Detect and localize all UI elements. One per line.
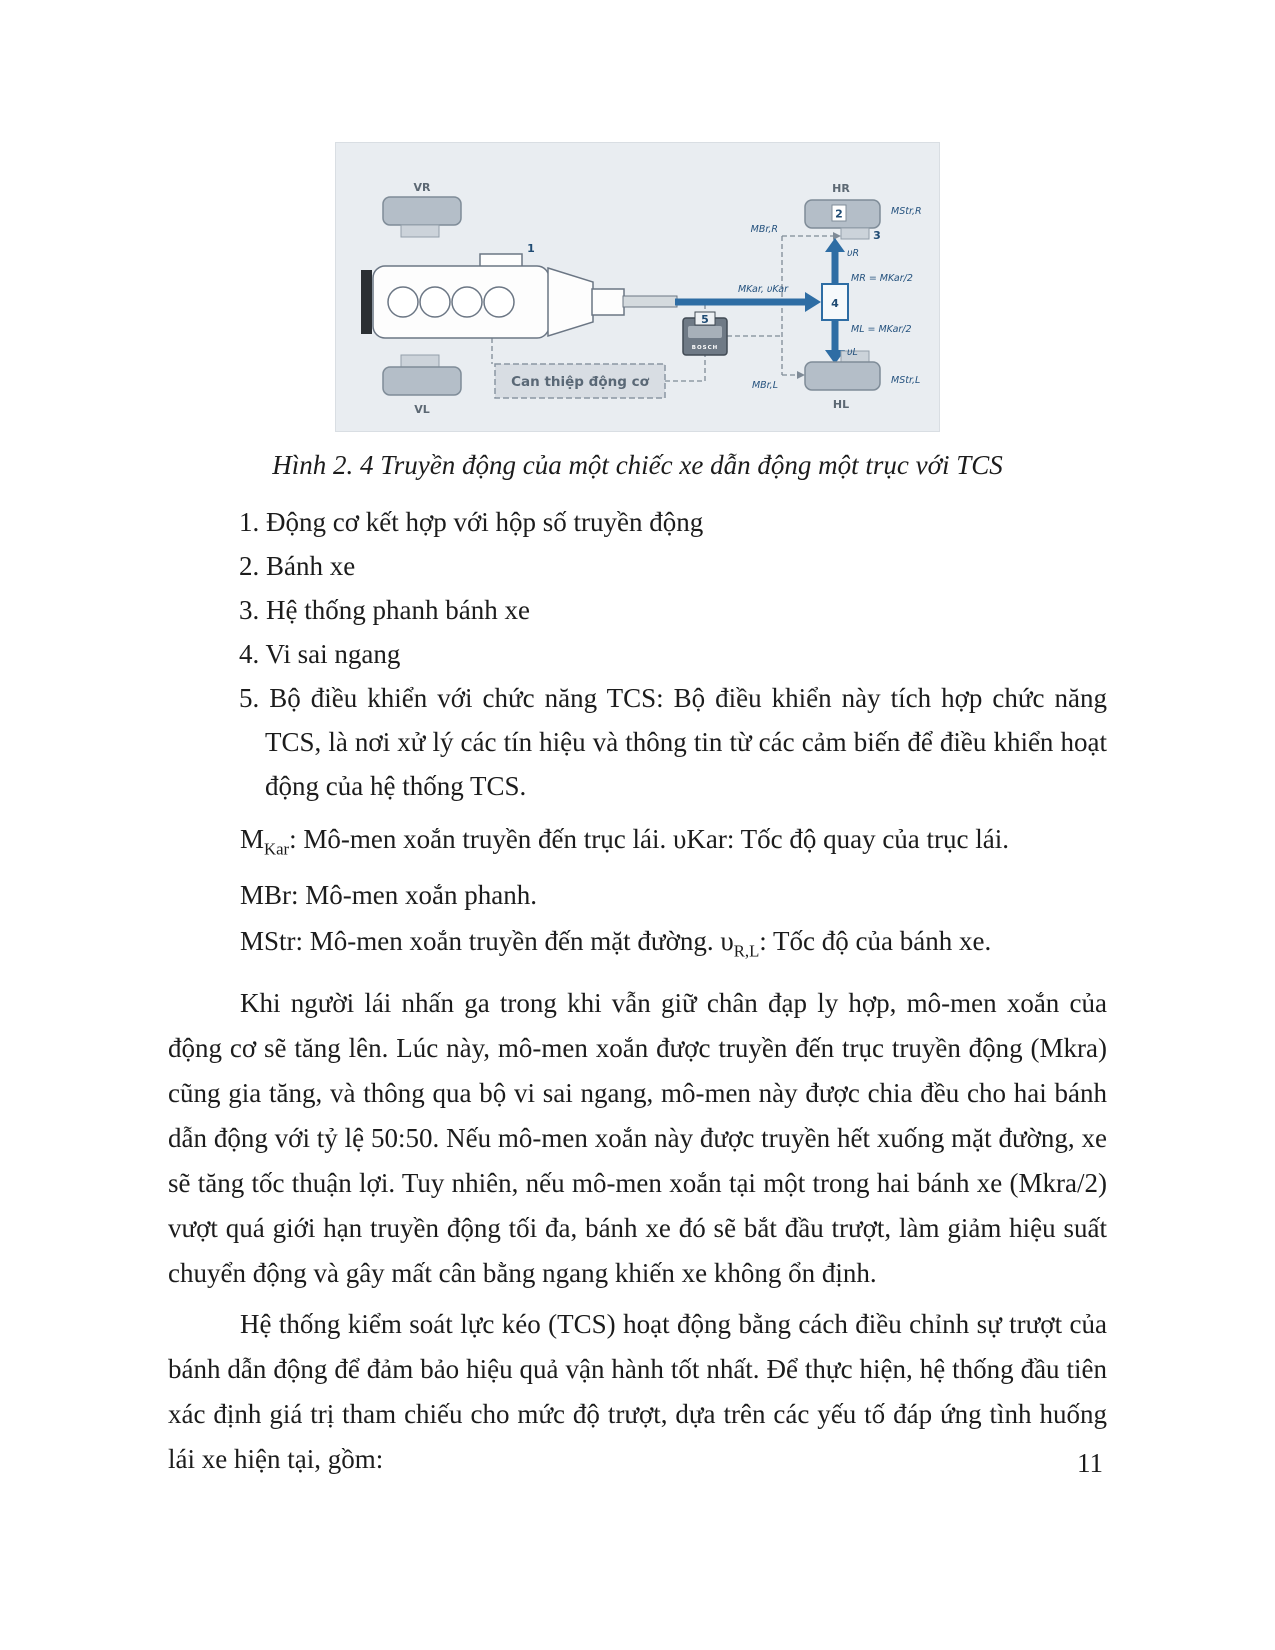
wheel-vl-label: VL: [414, 403, 430, 416]
page-number: 11: [1077, 1448, 1103, 1478]
list-item-text: Hệ thống phanh bánh xe: [266, 595, 530, 625]
label-mbr-l: MBr,L: [751, 380, 778, 391]
symbol-sub: Kar: [264, 839, 290, 859]
paragraph-1: Khi người lái nhấn ga trong khi vẫn giữ chân đạp ly hợp, mô-men xoắn của động cơ sẽ tăng lên. Lúc này, mô-men xoắn được truyền đến trục truyền động (Mkra) cũng gia tăng, và thông qua bộ vi sai ngang, mô-men này được chia đều cho hai bánh dẫn động với tỷ lệ 50:50. Nếu mô-men xoắn này được truyền hết xuống mặt đường, xe sẽ tăng tốc thuận lợi. Tuy nhiên, nếu mô-men xoắn tại một trong hai bánh xe (Mkra/2) vượt quá giới hạn truyền động tối đa, bánh xe đó sẽ bắt đầu trượt, làm giảm hiệu suất chuyển động và gây mất cân bằng ngang khiến xe không ổn định.: [168, 987, 1107, 1288]
wheel-vr-label: VR: [413, 181, 431, 194]
symbol-sub: R,L: [733, 941, 760, 961]
definition-mstr: [240, 918, 1107, 974]
list-item-text: Động cơ kết hợp với hộp số truyền động: [266, 507, 704, 537]
list-item-4: [168, 632, 1107, 676]
engine-number-label: 1: [527, 242, 535, 255]
list-item-text: Bộ điều khiển với chức năng TCS: Bộ điều khiển này tích hợp chức năng TCS, là nơi xử lý các tín hiệu và thông tin từ các cảm biến để điều khiển hoạt động của hệ thống TCS.: [265, 683, 1107, 801]
wheel-number-label: 2: [835, 207, 843, 221]
definition-text: : Tốc độ của bánh xe.: [759, 926, 992, 957]
definition-mbr: [240, 872, 1107, 918]
symbol-m: M: [240, 824, 265, 854]
label-m-r: MR = MKar/2: [851, 273, 913, 284]
symbol-definitions: [168, 816, 1107, 975]
label-mkar: MKar, υKar: [737, 284, 789, 295]
list-item-text: Vi sai ngang: [265, 639, 401, 669]
ecu-number-label: 5: [701, 313, 709, 326]
figure-diagram: [335, 142, 940, 432]
wheel-hl-label: HL: [832, 398, 850, 411]
figure: [335, 142, 940, 432]
label-mbr-r: MBr,R: [750, 224, 778, 235]
engine-intervention-label: Can thiệp động cơ: [511, 374, 649, 390]
bosch-label: BOSCH: [691, 345, 719, 351]
definition-mkar: [240, 816, 1107, 872]
engine-intervention-box: [495, 364, 665, 398]
numbered-list: [168, 500, 1107, 808]
paragraph-2: Hệ thống kiểm soát lực kéo (TCS) hoạt động bằng cách điều chỉnh sự trượt của bánh dẫn động để đảm bảo hiệu quả vận hành tốt nhất. Để thực hiện, hệ thống đầu tiên xác định giá trị tham chiếu cho mức độ trượt, dựa trên các yếu tố đáp ứng tình huống lái xe hiện tại, gồm:: [168, 1308, 1107, 1474]
figure-caption: Hình 2. 4 Truyền động của một chiếc xe dẫn động một trục với TCS: [272, 450, 1003, 480]
list-item-text: Bánh xe: [266, 551, 356, 581]
label-v-r: υR: [847, 248, 860, 259]
definition-text: MBr: Mô-men xoắn phanh.: [240, 880, 537, 911]
label-m-l: ML = MKar/2: [851, 324, 912, 335]
label-mstr-l: MStr,L: [891, 375, 921, 386]
label-v-l: υL: [847, 347, 858, 358]
list-item-1: [168, 500, 1107, 544]
definition-text: : Mô-men xoắn truyền đến trục lái. υKar: Tốc độ quay của trục lái.: [289, 824, 1009, 854]
brake-number-label: 3: [873, 229, 881, 242]
list-item-number: 2.: [239, 551, 260, 581]
label-mstr-r: MStr,R: [891, 206, 922, 217]
differential-box: [822, 284, 848, 320]
list-item-number: 1.: [239, 507, 260, 537]
list-item-number: 3.: [239, 595, 260, 625]
list-item-3: [168, 588, 1107, 632]
list-item-number: 4.: [239, 639, 260, 669]
list-item-number: 5.: [239, 683, 260, 713]
list-item-2: [168, 544, 1107, 588]
differential-number-label: 4: [831, 297, 839, 310]
list-item-5: [168, 676, 1107, 808]
wheel-hr-label: HR: [832, 182, 850, 195]
definition-text: MStr: Mô-men xoắn truyền đến mặt đường. υ: [240, 926, 734, 957]
ecu-box: [683, 312, 727, 355]
